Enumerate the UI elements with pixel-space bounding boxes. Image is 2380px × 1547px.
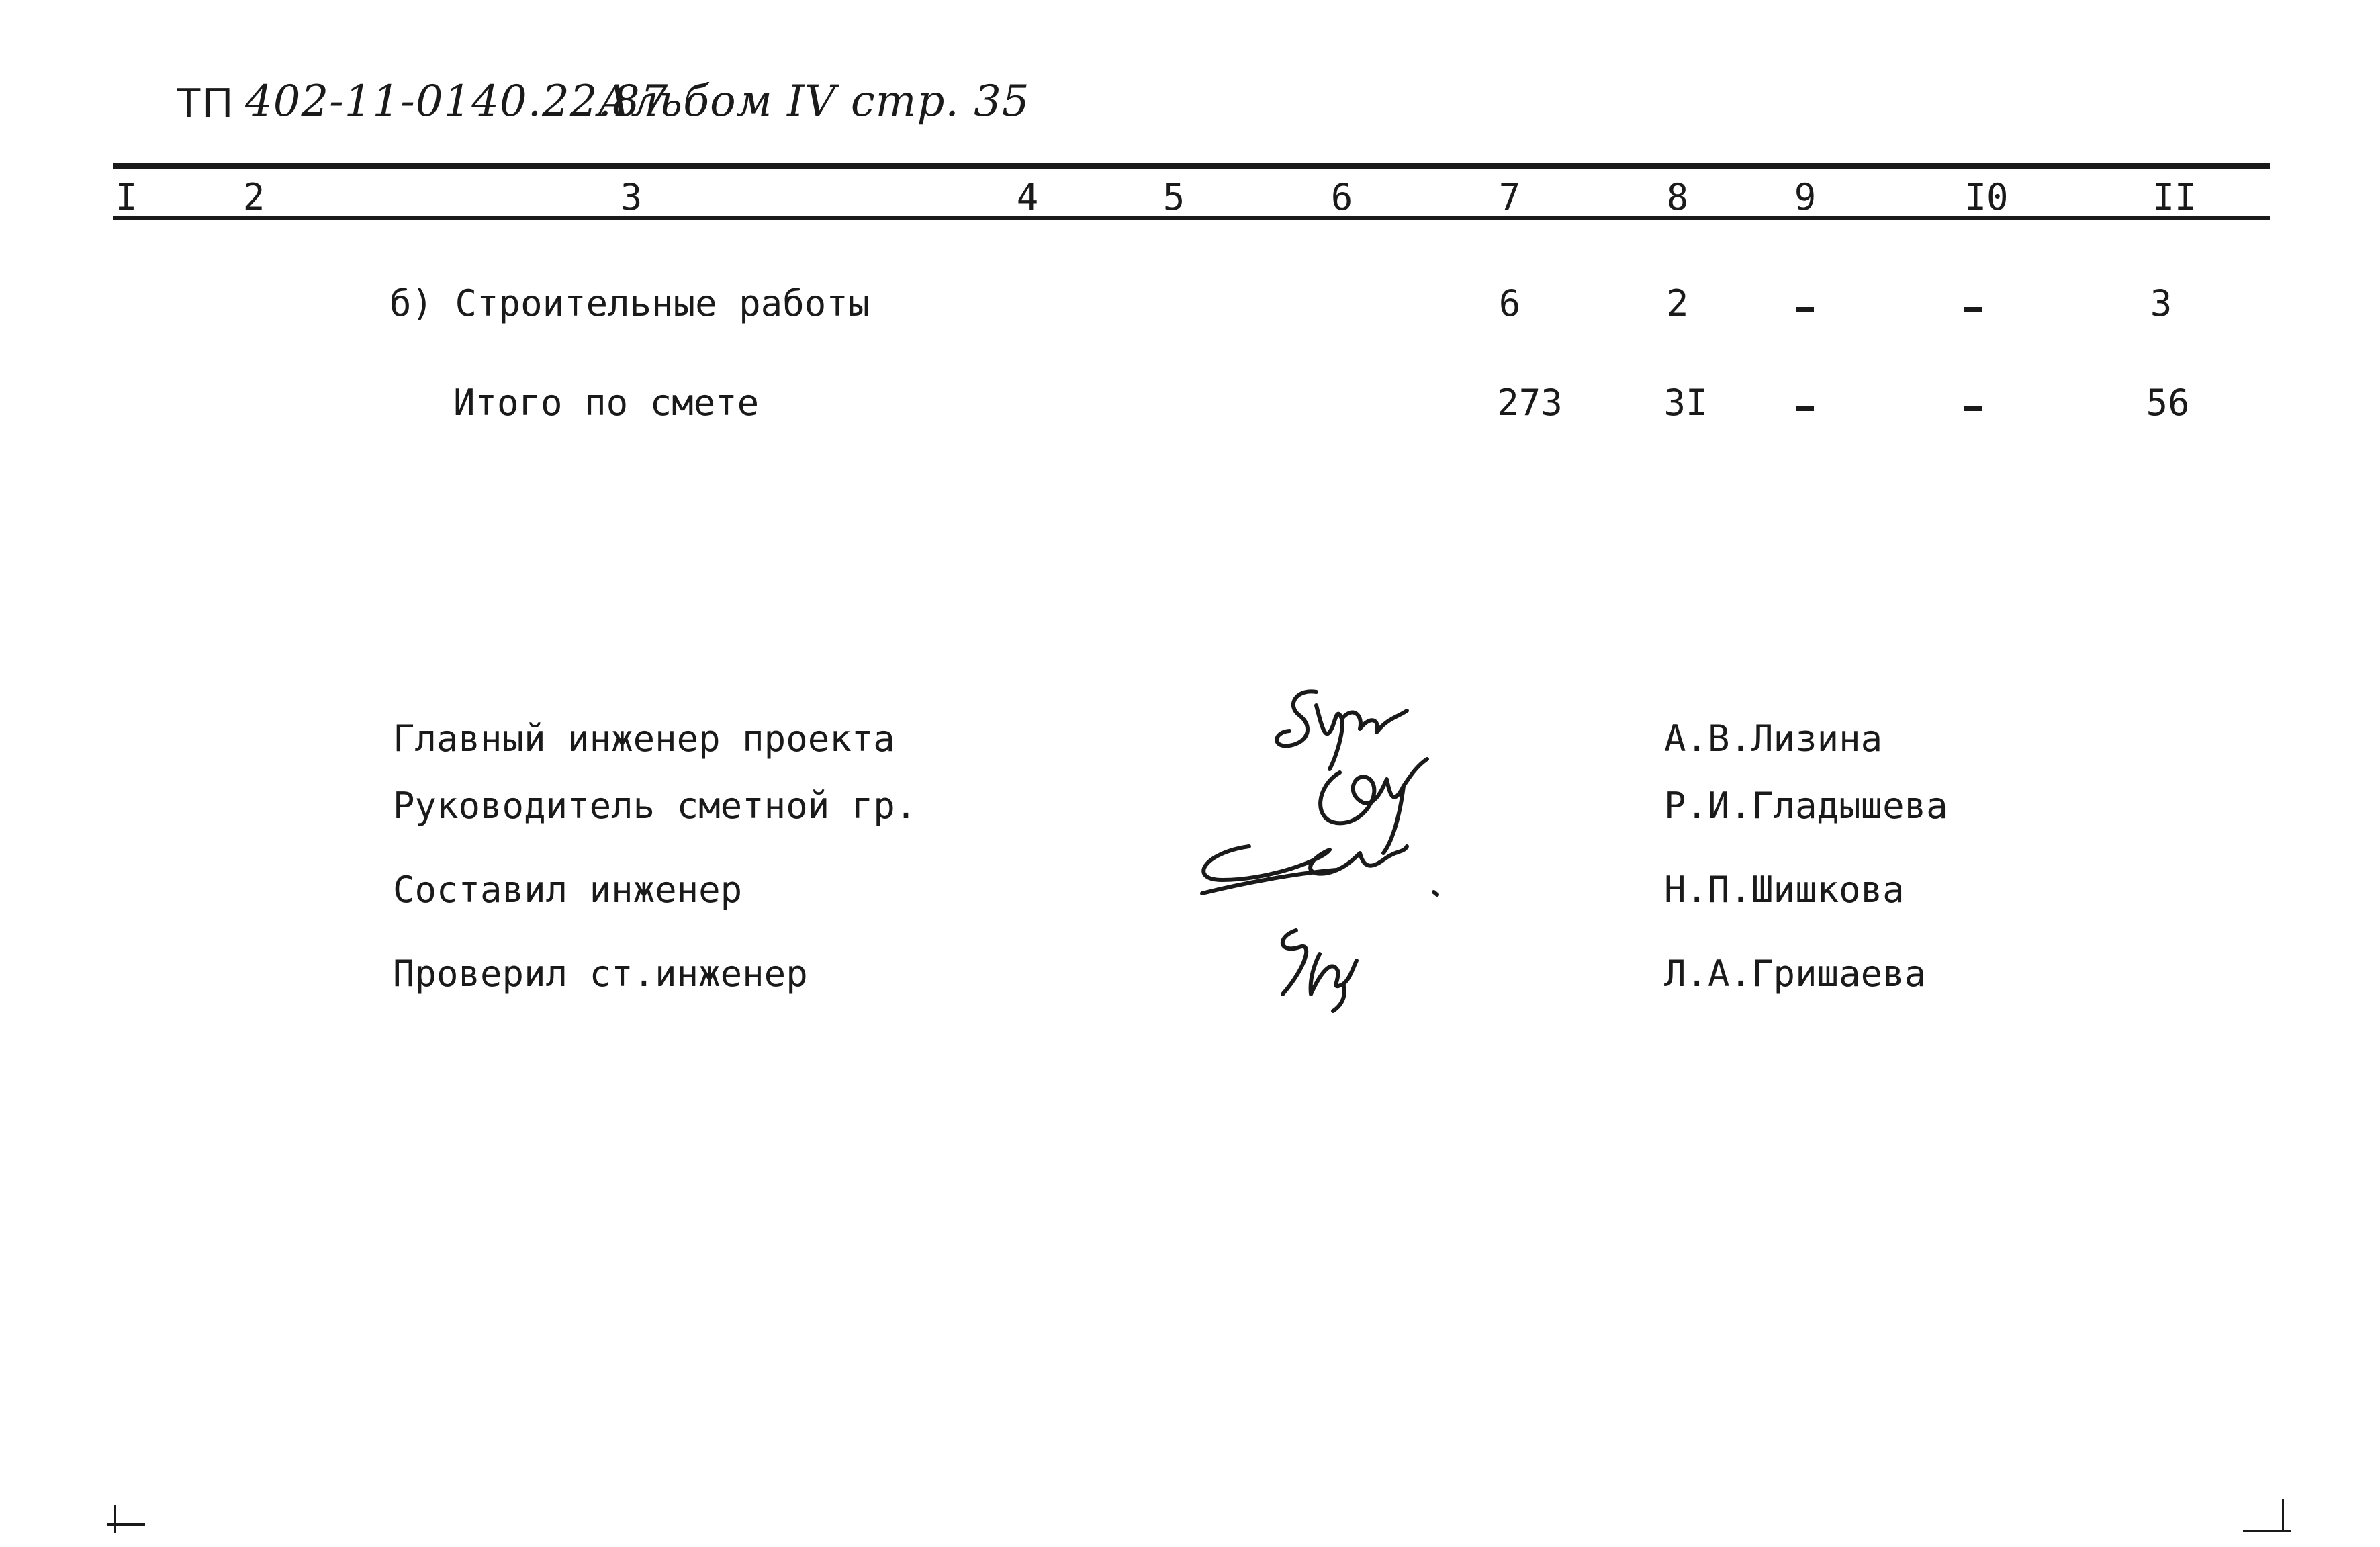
column-number-2: 2	[242, 176, 265, 218]
table-top-rule	[113, 163, 2270, 169]
signature-name-compiled-by: Н.П.Шишкова	[1664, 869, 1905, 911]
column-number-7: 7	[1498, 176, 1521, 218]
row1-col11: 3	[2150, 282, 2172, 324]
row2-col10-dash	[1964, 406, 1982, 411]
signature-role-chief-engineer: Главный инженер проекта	[393, 717, 895, 760]
row1-col10-dash	[1964, 307, 1982, 312]
signature-role-checked-by: Проверил ст.инженер	[393, 953, 808, 995]
signature-1-stroke	[1277, 691, 1407, 769]
row1-col9-dash	[1796, 307, 1814, 312]
column-number-1: I	[115, 176, 138, 218]
corner-mark-left-v	[114, 1505, 116, 1533]
row1-col7: 6	[1498, 282, 1521, 324]
document-code: 402-11-0140.22.87	[245, 77, 669, 126]
column-number-11: II	[2152, 176, 2197, 218]
signature-2-stroke	[1320, 759, 1427, 853]
column-number-6: 6	[1330, 176, 1353, 218]
signature-3-stroke	[1202, 846, 1437, 895]
row-label-construction: б) Строительные работы	[390, 282, 870, 324]
signature-name-estimate-lead: Р.И.Гладышева	[1664, 785, 1948, 827]
signature-role-compiled-by: Составил инженер	[393, 869, 743, 911]
signature-role-estimate-lead: Руководитель сметной гр.	[393, 785, 917, 827]
row1-col10-value	[1964, 282, 1965, 283]
column-number-4: 4	[1016, 176, 1039, 218]
corner-mark-left-h	[107, 1523, 145, 1526]
table-header-rule	[113, 216, 2270, 220]
column-number-3: 3	[620, 176, 643, 218]
row2-col7: 273	[1497, 382, 1563, 424]
corner-mark-right-v	[2282, 1499, 2284, 1532]
column-number-5: 5	[1162, 176, 1185, 218]
row2-col8: 3I	[1663, 382, 1708, 424]
row1-col8: 2	[1666, 282, 1689, 324]
album-page-ref: Альбом IV стр. 35	[598, 77, 1030, 126]
corner-mark-right-h	[2243, 1530, 2291, 1532]
row2-col9-dash	[1796, 406, 1814, 411]
handwritten-signatures	[1162, 678, 1511, 1041]
document-prefix: ТП	[176, 80, 234, 126]
column-number-9: 9	[1794, 176, 1817, 218]
signature-name-chief-engineer: А.В.Лизина	[1664, 717, 1883, 760]
signature-name-checked-by: Л.А.Гришаева	[1664, 953, 1927, 995]
row1-col9-value	[1796, 282, 1797, 283]
signature-4-stroke	[1283, 930, 1357, 1011]
column-number-8: 8	[1666, 176, 1689, 218]
row2-col11: 56	[2146, 382, 2190, 424]
row-label-total: Итого по смете	[453, 382, 760, 424]
column-number-10: I0	[1964, 176, 2009, 218]
